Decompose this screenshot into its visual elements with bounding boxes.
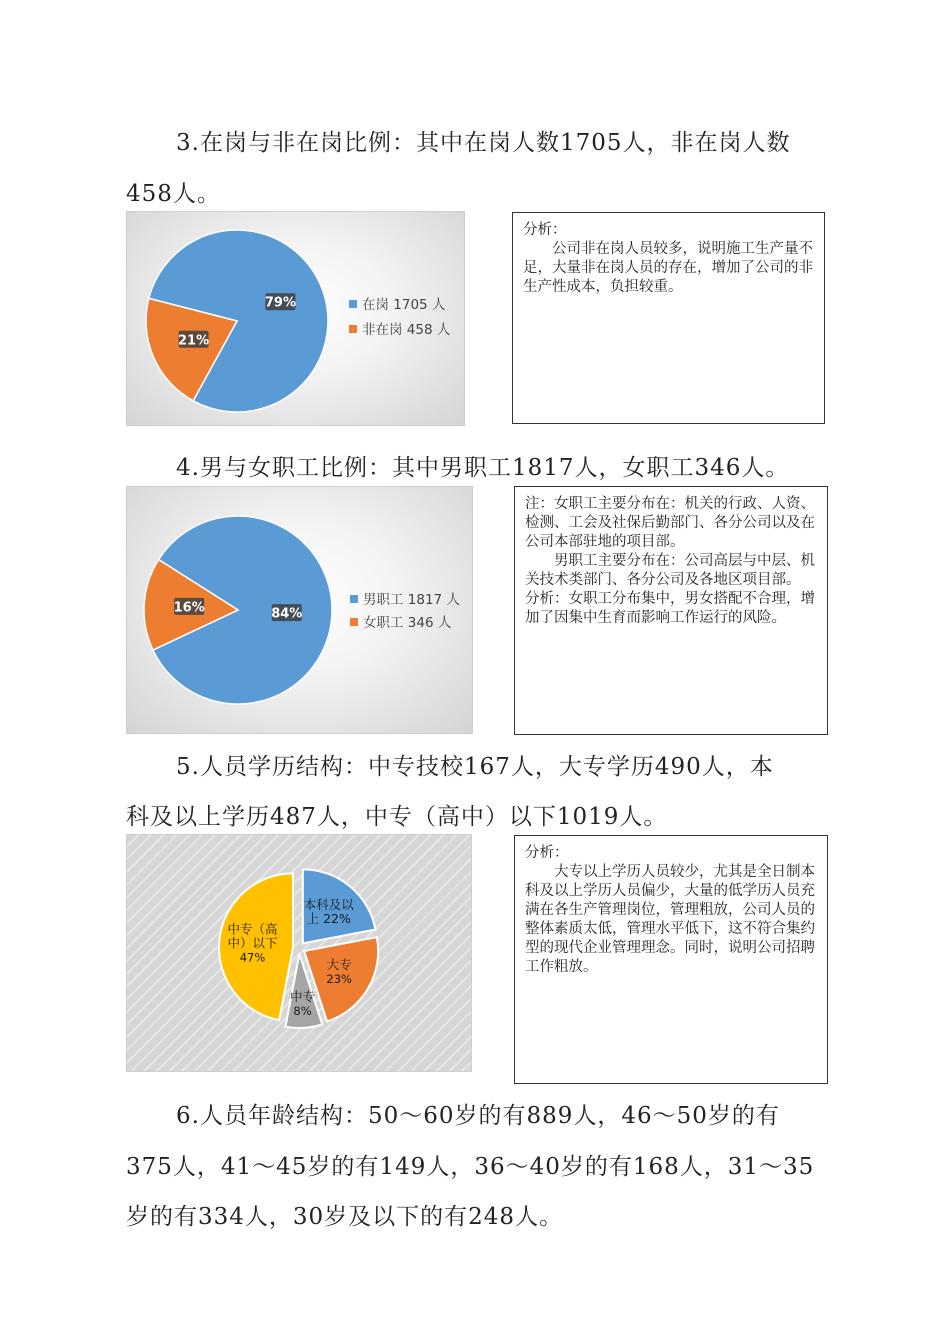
note-line-3: 分析：女职工分布集中，男女搭配不合理，增加了因集中生育而影响工作运行的风险。 xyxy=(525,591,815,626)
education-label-2-line-2: 23% xyxy=(326,971,352,986)
paragraph-5-line-1: 5.人员学历结构：中专技校167人，大专学历490人，本 xyxy=(176,754,774,780)
legend-swatch-onduty xyxy=(349,300,357,308)
paragraph-3-line-1: 3.在岗与非在岗比例：其中在岗人数1705人，非在岗人数 xyxy=(176,130,791,156)
education-label-4-line-3: 47% xyxy=(239,950,266,965)
legend-offduty: 非在岗 458 人 xyxy=(362,322,451,338)
onduty-pie-chart xyxy=(126,211,465,426)
legend-female: 女职工 346 人 xyxy=(363,615,452,631)
paragraph-6-line-2: 375人，41～45岁的有149人，36～40岁的有168人，31～35 xyxy=(126,1154,815,1180)
education-label-3-line-2: 8% xyxy=(293,1004,312,1019)
education-label-2-line-1: 大专 xyxy=(326,956,352,972)
paragraph-4-line-1: 4.男与女职工比例：其中男职工1817人，女职工346人。 xyxy=(176,455,790,481)
education-label-4-line-2: 中）以下 xyxy=(227,935,278,951)
onduty-legend xyxy=(349,296,451,338)
gender-pct-label-1: 84% xyxy=(271,606,303,622)
note-title: 分析： xyxy=(523,222,567,238)
note-line-1: 注：女职工主要分布在：机关的行政、人资、检测、工会及社保后勤部门、各分公司以及在公司本部驻地的项目部。 xyxy=(525,496,815,550)
education-analysis-note xyxy=(514,835,828,1084)
paragraph-6-line-3: 岁的有334人，30岁及以下的有248人。 xyxy=(126,1204,564,1230)
note-line-2: 男职工主要分布在：公司高层与中层、机关技术类部门、各分公司及各地区项目部。 xyxy=(525,553,815,588)
legend-swatch-male xyxy=(350,595,358,603)
paragraph-6-line-1: 6.人员年龄结构：50～60岁的有889人，46～50岁的有 xyxy=(176,1103,780,1129)
note-text: 大专以上学历人员较少，尤其是全日制本科及以上学历人员偏少，大量的低学历人员充满在各生产管理岗位，管理粗放，公司人员的整体素质太低，管理水平低下，这不符合集约型的现代企业管理理念。同时，说明公司招聘工作粗放。 xyxy=(525,864,815,975)
gender-pct-label-2: 16% xyxy=(173,600,205,616)
note-text: 公司非在岗人员较多，说明施工生产量不足，大量非在岗人员的存在，增加了公司的非生产性成本，负担较重。 xyxy=(523,241,813,295)
legend-male: 男职工 1817 人 xyxy=(363,592,460,608)
note-title: 分析： xyxy=(525,845,569,861)
education-label-1-line-2: 上 22% xyxy=(306,911,351,927)
education-label-3-line-1: 中专 xyxy=(290,989,316,1005)
onduty-pct-label-2: 21% xyxy=(178,333,210,349)
education-label-4-line-1: 中专（高 xyxy=(227,921,278,937)
onduty-analysis-note xyxy=(512,212,825,424)
gender-legend xyxy=(350,592,460,631)
gender-pie-chart xyxy=(126,486,473,734)
paragraph-5-line-2: 科及以上学历487人，中专（高中）以下1019人。 xyxy=(126,804,668,830)
education-pie-svg xyxy=(127,835,471,1071)
education-label-1-line-1: 本科及以 xyxy=(303,897,354,913)
onduty-pie-svg xyxy=(127,212,464,425)
legend-swatch-offduty xyxy=(349,325,357,333)
onduty-pct-label-1: 79% xyxy=(264,295,296,311)
education-pie-chart xyxy=(126,834,472,1072)
legend-onduty: 在岗 1705 人 xyxy=(362,297,446,313)
gender-analysis-note xyxy=(514,486,828,735)
legend-swatch-female xyxy=(350,618,358,626)
gender-pie-svg xyxy=(127,487,472,733)
paragraph-3-line-2: 458人。 xyxy=(126,181,221,207)
